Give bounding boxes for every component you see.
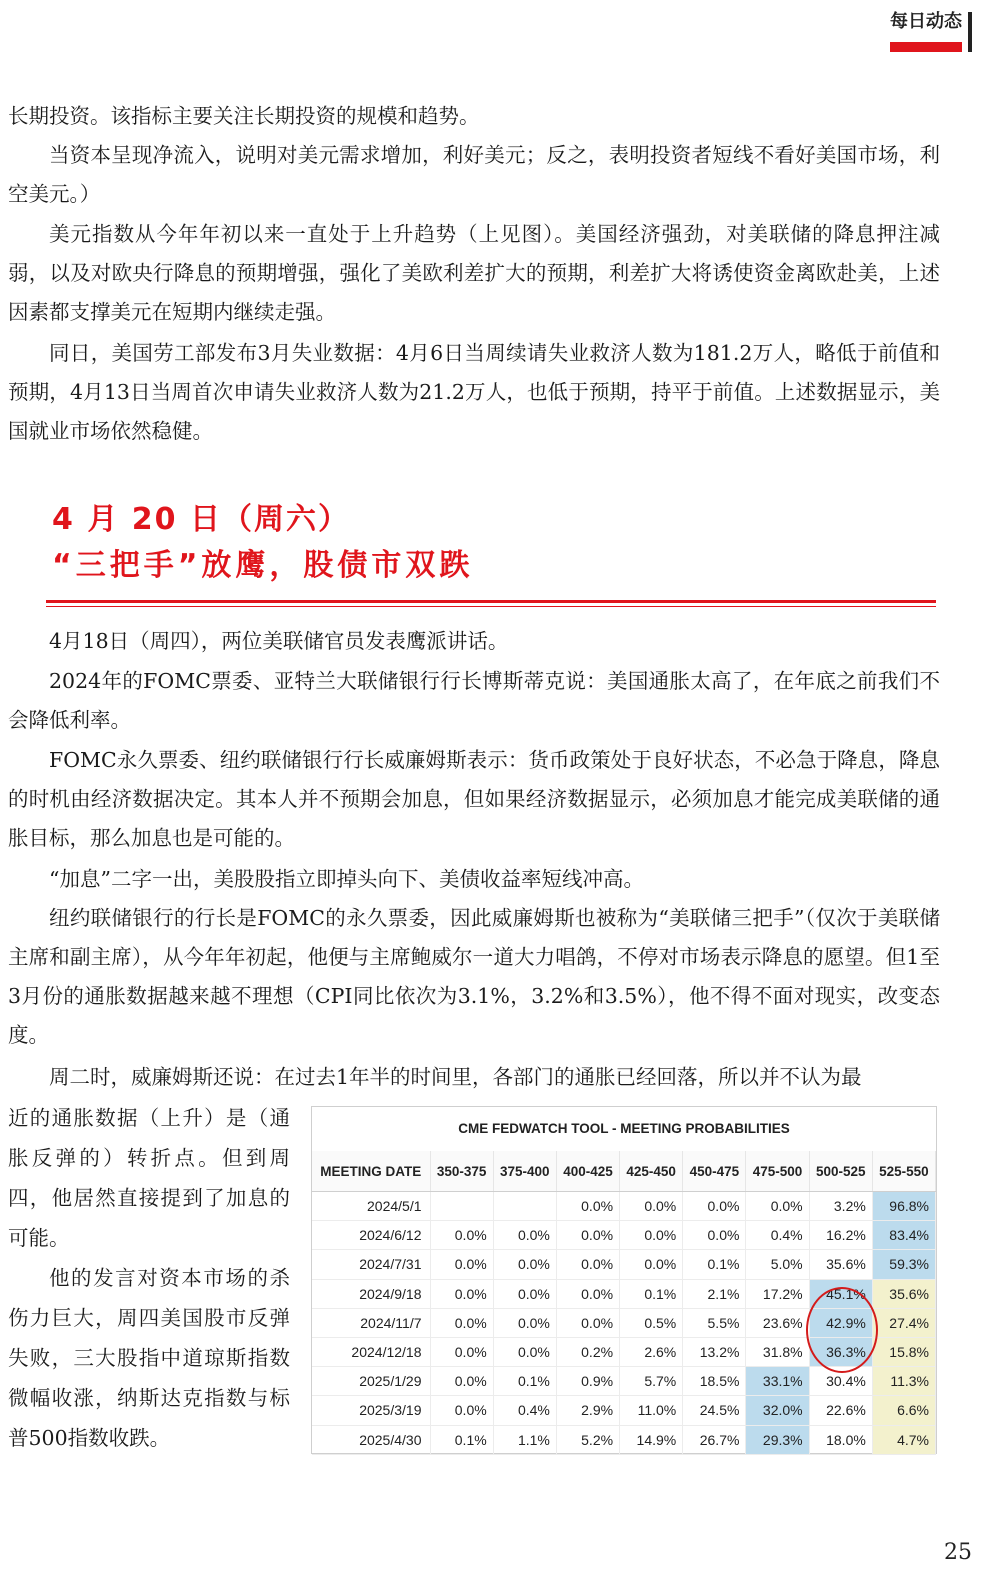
probability-cell: 11.3%	[872, 1367, 935, 1396]
meeting-date-cell: 2025/3/19	[312, 1396, 430, 1425]
probability-cell: 29.3%	[746, 1425, 809, 1454]
probability-cell: 0.1%	[493, 1367, 556, 1396]
highlight-circle-annotation	[806, 1287, 878, 1373]
probability-cell: 2.6%	[620, 1337, 683, 1366]
probability-cell: 14.9%	[620, 1425, 683, 1454]
fedwatch-table-title: CME FEDWATCH TOOL - MEETING PROBABILITIES	[458, 1121, 790, 1136]
probability-cell: 0.0%	[620, 1221, 683, 1250]
probability-cell: 23.6%	[746, 1308, 809, 1337]
paragraph: 美元指数从今年年初以来一直处于上升趋势（上见图）。美国经济强劲，对美联储的降息押注减弱，以及对欧央行降息的预期增强，强化了美欧利差扩大的预期，利差扩大将诱使资金离欧赴美，上述因素都支撑美元在短期内继续走强。	[8, 222, 940, 324]
probability-cell: 0.0%	[556, 1250, 619, 1279]
table-row	[312, 1396, 936, 1425]
probability-cell	[430, 1192, 493, 1221]
page-number: 25	[944, 1540, 972, 1565]
probability-cell: 0.0%	[683, 1192, 746, 1221]
probability-cell: 0.9%	[556, 1367, 619, 1396]
side-text-column	[8, 1098, 290, 1458]
probability-cell: 42.9%	[809, 1308, 872, 1337]
paragraph: 近的通胀数据（上升）是（通胀反弹的）转折点。但到周四，他居然直接提到了加息的可能。	[8, 1106, 290, 1250]
meeting-date-cell: 2024/5/1	[312, 1192, 430, 1221]
table-row	[312, 1192, 936, 1221]
probability-cell: 5.7%	[620, 1367, 683, 1396]
probability-cell: 0.0%	[556, 1308, 619, 1337]
section-tag-red-bar	[890, 42, 962, 52]
probability-cell: 0.2%	[556, 1337, 619, 1366]
section-divider	[46, 600, 936, 603]
probability-cell: 0.0%	[430, 1279, 493, 1308]
probability-cell: 11.0%	[620, 1396, 683, 1425]
section-date-heading: 4 月 20 日（周六）	[52, 502, 350, 537]
probability-cell: 18.0%	[809, 1425, 872, 1454]
table-header-row	[312, 1151, 936, 1192]
probability-cell: 0.0%	[746, 1192, 809, 1221]
table-row	[312, 1425, 936, 1454]
probability-cell: 13.2%	[683, 1337, 746, 1366]
paragraph: FOMC永久票委、纽约联储银行行长威廉姆斯表示：货币政策处于良好状态，不必急于降息，降息的时机由经济数据决定。其本人并不预期会加息，但如果经济数据显示，必须加息才能完成美联储的通胀目标，那么加息也是可能的。	[8, 748, 940, 850]
probability-cell: 0.0%	[620, 1250, 683, 1279]
probability-cell: 32.0%	[746, 1396, 809, 1425]
meeting-date-cell: 2025/1/29	[312, 1367, 430, 1396]
probability-cell: 0.4%	[493, 1396, 556, 1425]
column-header: 450-475	[683, 1151, 746, 1192]
paragraph: 纽约联储银行的行长是FOMC的永久票委，因此威廉姆斯也被称为“美联储三把手”（仅次于美联储主席和副主席），从今年年初起，他便与主席鲍威尔一道大力唱鸽，不停对市场表示降息的愿望。但1至3月份的通胀数据越来越不理想（CPI同比依次为3.1%，3.2%和3.5%），他不得不面对现实，改变态度。	[8, 906, 940, 1047]
probability-cell: 1.1%	[493, 1425, 556, 1454]
probability-cell: 0.0%	[430, 1396, 493, 1425]
paragraph: 周二时，威廉姆斯还说：在过去1年半的时间里，各部门的通胀已经回落，所以并不认为最	[49, 1065, 862, 1089]
paragraph: 4月18日（周四），两位美联储官员发表鹰派讲话。	[49, 629, 509, 653]
probability-cell: 2.1%	[683, 1279, 746, 1308]
probability-cell: 0.4%	[746, 1221, 809, 1250]
paragraph: 当资本呈现净流入，说明对美元需求增加，利好美元；反之，表明投资者短线不看好美国市场，利空美元。）	[8, 143, 940, 206]
probability-cell: 4.7%	[872, 1425, 935, 1454]
probability-cell: 35.6%	[809, 1250, 872, 1279]
probability-cell: 35.6%	[872, 1279, 935, 1308]
probability-cell: 96.8%	[872, 1192, 935, 1221]
column-header: 425-450	[620, 1151, 683, 1192]
meeting-date-cell: 2025/4/30	[312, 1425, 430, 1454]
column-header: 350-375	[430, 1151, 493, 1192]
fedwatch-table-figure	[311, 1106, 937, 1454]
probability-cell: 5.2%	[556, 1425, 619, 1454]
section-tag-vertical-bar	[968, 12, 972, 52]
paragraph: “加息”二字一出，美股股指立即掉头向下、美债收益率短线冲高。	[49, 867, 644, 891]
probability-cell: 45.1%	[809, 1279, 872, 1308]
probability-cell: 0.0%	[430, 1337, 493, 1366]
section-title-heading: “三把手”放鹰，股债市双跌	[52, 548, 474, 583]
probability-cell: 18.5%	[683, 1367, 746, 1396]
meeting-date-cell: 2024/6/12	[312, 1221, 430, 1250]
probability-cell: 15.8%	[872, 1337, 935, 1366]
probability-cell: 0.0%	[683, 1221, 746, 1250]
probability-cell: 2.9%	[556, 1396, 619, 1425]
paragraph: 他的发言对资本市场的杀伤力巨大，周四美国股市反弹失败，三大股指中道琼斯指数微幅收涨，纳斯达克指数与标普500指数收跌。	[8, 1266, 290, 1450]
probability-cell: 0.0%	[493, 1221, 556, 1250]
section-divider-thin	[46, 606, 936, 607]
probability-cell: 0.5%	[620, 1308, 683, 1337]
probability-cell: 83.4%	[872, 1221, 935, 1250]
probability-cell: 27.4%	[872, 1308, 935, 1337]
table-row	[312, 1221, 936, 1250]
probability-cell: 0.0%	[556, 1192, 619, 1221]
probability-cell: 22.6%	[809, 1396, 872, 1425]
probability-cell: 0.1%	[430, 1425, 493, 1454]
probability-cell: 59.3%	[872, 1250, 935, 1279]
probability-cell: 36.3%	[809, 1337, 872, 1366]
table-row	[312, 1250, 936, 1279]
section-header-tag	[890, 10, 972, 34]
probability-cell: 0.0%	[430, 1367, 493, 1396]
column-header: 475-500	[746, 1151, 809, 1192]
column-header: 500-525	[809, 1151, 872, 1192]
column-header: 525-550	[872, 1151, 935, 1192]
probability-cell: 0.0%	[493, 1279, 556, 1308]
probability-cell: 0.0%	[430, 1250, 493, 1279]
meeting-date-cell: 2024/12/18	[312, 1337, 430, 1366]
probability-cell: 6.6%	[872, 1396, 935, 1425]
probability-cell: 31.8%	[746, 1337, 809, 1366]
probability-cell: 3.2%	[809, 1192, 872, 1221]
probability-cell: 0.0%	[556, 1279, 619, 1308]
probability-cell: 0.0%	[620, 1192, 683, 1221]
probability-cell: 0.0%	[430, 1221, 493, 1250]
probability-cell: 0.0%	[493, 1308, 556, 1337]
probability-cell: 0.1%	[683, 1250, 746, 1279]
probability-cell: 30.4%	[809, 1367, 872, 1396]
meeting-date-cell: 2024/7/31	[312, 1250, 430, 1279]
probability-cell: 0.0%	[493, 1337, 556, 1366]
paragraph: 同日，美国劳工部发布3月失业数据：4月6日当周续请失业救济人数为181.2万人，略低于前值和预期，4月13日当周首次申请失业救济人数为21.2万人，也低于预期，持平于前值。上述数据显示，美国就业市场依然稳健。	[8, 341, 940, 443]
probability-cell: 33.1%	[746, 1367, 809, 1396]
probability-cell: 0.0%	[430, 1308, 493, 1337]
probability-cell: 0.0%	[556, 1221, 619, 1250]
probability-cell: 16.2%	[809, 1221, 872, 1250]
probability-cell: 5.0%	[746, 1250, 809, 1279]
column-header: 400-425	[556, 1151, 619, 1192]
column-header: MEETING DATE	[312, 1151, 430, 1192]
probability-cell: 26.7%	[683, 1425, 746, 1454]
column-header: 375-400	[493, 1151, 556, 1192]
paragraph: 长期投资。该指标主要关注长期投资的规模和趋势。	[8, 104, 480, 128]
paragraph: 2024年的FOMC票委、亚特兰大联储银行行长博斯蒂克说：美国通胀太高了，在年底之前我们不会降低利率。	[8, 669, 940, 732]
probability-cell	[493, 1192, 556, 1221]
section-tag-label: 每日动态	[890, 11, 962, 32]
probability-cell: 24.5%	[683, 1396, 746, 1425]
probability-cell: 17.2%	[746, 1279, 809, 1308]
probability-cell: 0.0%	[493, 1250, 556, 1279]
meeting-date-cell: 2024/11/7	[312, 1308, 430, 1337]
meeting-date-cell: 2024/9/18	[312, 1279, 430, 1308]
probability-cell: 5.5%	[683, 1308, 746, 1337]
probability-cell: 0.1%	[620, 1279, 683, 1308]
